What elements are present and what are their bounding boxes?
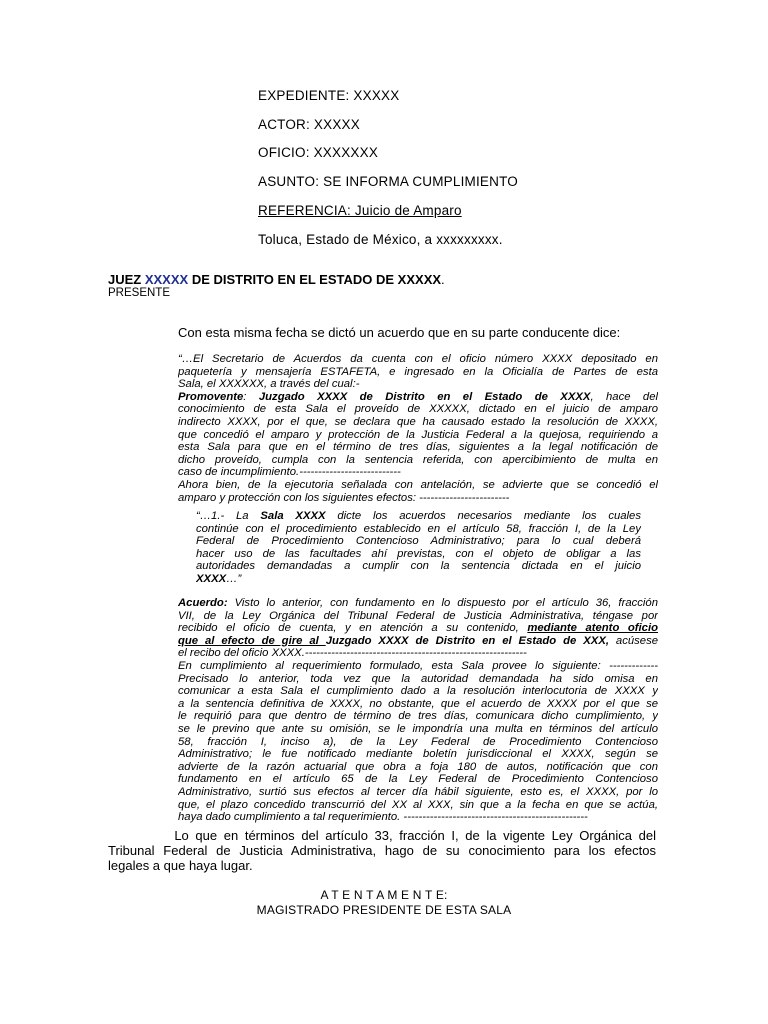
lead-paragraph: Con esta misma fecha se dictó un acuerdo que en su parte conducente dice: — [178, 325, 621, 340]
text-line: esta Sala para que en el término de tres días, siguientes a la legal notificación de — [178, 441, 658, 454]
oficio: OFICIO: XXXXXXX — [258, 145, 379, 160]
atentamente: A T E N T A M E N T E: — [320, 888, 448, 902]
addressee-period: . — [441, 272, 445, 287]
text-line: el recibo del oficio XXXX.----------------------------------------------------------- — [178, 647, 527, 660]
quote-line: Federal de Procedimiento Contencioso Administrativo; para lo cual deberá — [196, 535, 641, 548]
acuerdo-body-1 — [178, 353, 658, 504]
quote-line: continúe con el procedimiento establecido en el artículo 58, fracción I, de la Ley — [196, 522, 641, 535]
text-line: le requirió para que dentro de término de tres días, comunicara dicho cumplimiento, y — [178, 710, 658, 723]
text-line: a la sentencia definitiva de XXXX, no obstante, que el acuerdo de XXXX por el que se — [178, 697, 658, 710]
quote-first-rest: dicte los acuerdos necesarios mediante los cuales — [325, 510, 641, 522]
promovente-line — [178, 391, 658, 404]
text-line: Precisado lo anterior, toda vez que la autoridad demandada ha sido omisa en — [178, 672, 658, 685]
promovente-court: Juzgado XXXX de Distrito en el Estado de XXXX — [258, 390, 591, 403]
text-line: dicho proveído, cumpla con la sentencia referida, con apercibimiento de multa en — [178, 453, 658, 466]
referencia-label: REFERENCIA: — [258, 203, 351, 218]
quote-juicio: XXXX — [196, 572, 227, 585]
quoted-effects — [196, 510, 641, 586]
acuerdo-line — [178, 622, 658, 635]
addressee-prefix: JUEZ — [108, 272, 145, 287]
text-line: que concedió el amparo y protección de la Justicia Federal a la quejosa, requiriendo a — [178, 428, 658, 441]
text-line: amparo y protección con los siguientes efectos: ------------------------ — [178, 491, 510, 504]
acuerdo-line — [178, 635, 658, 648]
asunto: ASUNTO: SE INFORMA CUMPLIMIENTO — [258, 174, 518, 189]
promovente-rest: , hace del — [590, 390, 658, 403]
text-line: se le previno que ante su omisión, se le impondría una multa en términos del artículo — [178, 722, 658, 735]
text-line: advierte de la razón actuarial que obra a foja 180 de autos, notificación que con — [178, 760, 658, 773]
actor: ACTOR: XXXXX — [258, 117, 360, 132]
text-line: caso de incumplimiento.--------------------------- — [178, 466, 401, 479]
addressee-name: XXXXX — [144, 272, 189, 287]
text-line: conocimiento de esta Sala el proveído de XXXXX, dictado en el juicio de amparo — [178, 403, 658, 416]
expediente: EXPEDIENTE: XXXXX — [258, 88, 400, 103]
text-line: “…El Secretario de Acuerdos da cuenta con el oficio número XXXX depositado en — [178, 353, 658, 365]
promovente-label: Promovente — [178, 390, 244, 403]
quote-line: autoridades demandadas a cumplir con la sentencia dictada en el juicio — [196, 560, 641, 573]
text-line: VII, de la Ley Orgánica del Tribunal Federal de Justicia Administrativa, téngase por — [178, 609, 658, 622]
text-line: En cumplimiento al requerimiento formulado, esta Sala provee lo siguiente: ------------- — [178, 659, 658, 672]
text-line: paquetería y mensajería ESTAFETA, e ingresado en la Oficialía de Partes de esta — [178, 365, 658, 378]
acuerdo-body-2 — [178, 597, 658, 824]
closing-paragraph — [108, 828, 656, 873]
acuerdo-juzgado: Juzgado XXXX de Distrito en el Estado de XXX, — [325, 634, 609, 647]
addressee-suffix: DE DISTRITO EN EL ESTADO DE XXXXX — [188, 272, 442, 287]
quote-end: …” — [226, 572, 242, 585]
acuerdo-line — [178, 597, 658, 610]
quote-line — [196, 573, 641, 586]
quote-start: “…1.- La — [196, 510, 261, 522]
promovente-sep: : — [243, 390, 259, 403]
referencia — [258, 203, 462, 218]
presente: PRESENTE — [108, 287, 170, 299]
acuerdo-acusese: acúsese — [609, 634, 658, 647]
quote-sala: Sala XXXX — [260, 510, 326, 522]
text-line: 58, fracción I, inciso a), de la Ley Federal de Procedimiento Contencioso — [178, 735, 658, 748]
acuerdo-oficio-emph: mediante atento oficio — [527, 622, 658, 635]
text-line: indirecto XXXX, por el que, se declara que ha causado estado la resolución de XXXX, — [178, 415, 658, 428]
text-line: haya dado cumplimiento a tal requerimiento. ------------------------------------------------- — [178, 811, 588, 824]
acuerdo-line1: Visto lo anterior, con fundamento en lo dispuesto por el artículo 36, fracción — [227, 597, 658, 609]
text-line: Sala, el XXXXXX, a través del cual:- — [178, 378, 360, 391]
closing-line: legales a que haya lugar. — [108, 858, 253, 873]
acuerdo-efecto-emph: que al efecto de gire al — [178, 634, 326, 647]
text-line: que, el plazo concedido transcurrió del XX al XXX, sin que a la fecha en que se actúa, — [178, 798, 658, 811]
text-line: Administrativo; le fue notificado mediante boletín jurisdiccional el XXXX, según se — [178, 748, 658, 761]
closing-line: Tribunal Federal de Justicia Administrativa, hago de su conocimiento para los efectos — [108, 843, 656, 858]
text-line: Administrativo, surtió sus efectos al tercer día hábil siguiente, esto es, el XXXX, por lo — [178, 785, 658, 798]
referencia-value: Juicio de Amparo — [350, 203, 462, 218]
text-line: comunicar a esta Sala el cumplimiento dado a la resolución interlocutoria de XXXX y — [178, 685, 658, 698]
closing-line: Lo que en términos del artículo 33, fracción I, de la vigente Ley Orgánica del — [108, 828, 656, 843]
acuerdo-line3a: recibido el oficio de cuenta, y en atención a su contenido, — [178, 622, 528, 635]
text-line: Ahora bien, de la ejecutoria señalada con antelación, se advierte que se concedió el — [178, 478, 658, 491]
quote-line: hacer uso de las facultades ahí previstas, con el objeto de obligar a las — [196, 547, 641, 560]
addressee — [108, 272, 445, 287]
place-date: Toluca, Estado de México, a xxxxxxxxx. — [258, 232, 503, 247]
text-line: fundamento en el artículo 65 de la Ley Federal de Procedimiento Contencioso — [178, 773, 658, 786]
acuerdo-label: Acuerdo: — [178, 597, 228, 609]
quote-line — [196, 510, 641, 523]
signer-title: MAGISTRADO PRESIDENTE DE ESTA SALA — [256, 903, 512, 917]
